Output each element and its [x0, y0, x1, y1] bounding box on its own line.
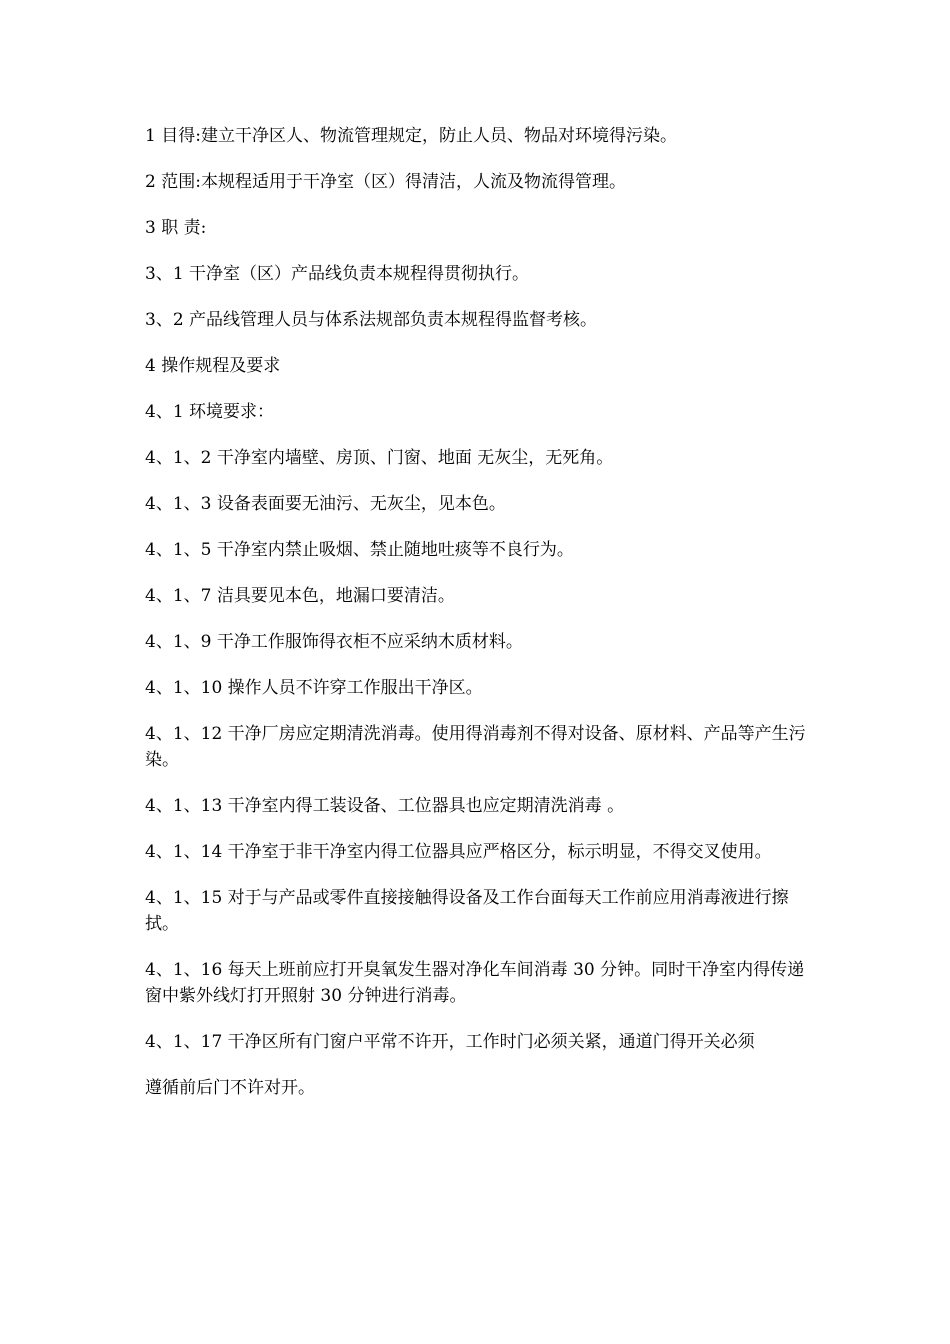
paragraph-4-1-14: 4、1、14 干净室于非干净室内得工位器具应严格区分，标示明显，不得交叉使用。 — [145, 842, 772, 862]
paragraph-4-1-9: 4、1、9 干净工作服饰得衣柜不应采纳木质材料。 — [145, 632, 523, 652]
paragraph-responsibilities: 3 职 责: — [145, 218, 207, 238]
paragraph-4-1-15: 4、1、15 对于与产品或零件直接接触得设备及工作台面每天工作前应用消毒液进行擦拭。 — [145, 888, 789, 934]
paragraph-4-1-2: 4、1、2 干净室内墙壁、房顶、门窗、地面 无灰尘，无死角。 — [145, 448, 614, 468]
paragraph-4-1-7: 4、1、7 洁具要见本色，地漏口要清洁。 — [145, 586, 455, 606]
paragraph-4-1-13: 4、1、13 干净室内得工装设备、工位器具也应定期清洗消毒 。 — [145, 796, 625, 816]
paragraph-procedures: 4 操作规程及要求 — [145, 356, 281, 376]
paragraph-3-2: 3、2 产品线管理人员与体系法规部负责本规程得监督考核。 — [145, 310, 598, 330]
paragraph-4-1-5: 4、1、5 干净室内禁止吸烟、禁止随地吐痰等不良行为。 — [145, 540, 574, 560]
paragraph-4-1-17: 4、1、17 干净区所有门窗户平常不许开，工作时门必须关紧，通道门得开关必须 — [145, 1032, 755, 1052]
document-body — [145, 123, 813, 1121]
paragraph-4-1-3: 4、1、3 设备表面要无油污、无灰尘，见本色。 — [145, 494, 506, 514]
paragraph-4-1-17-continued: 遵循前后门不许对开。 — [145, 1078, 315, 1098]
paragraph-purpose: 1 目得:建立干净区人、物流管理规定，防止人员、物品对环境得污染。 — [145, 126, 677, 146]
paragraph-4-1: 4、1 环境要求： — [145, 402, 275, 422]
paragraph-scope: 2 范围:本规程适用于干净室（区）得清洁，人流及物流得管理。 — [145, 172, 626, 192]
paragraph-4-1-10: 4、1、10 操作人员不许穿工作服出干净区。 — [145, 678, 483, 698]
paragraph-4-1-12: 4、1、12 干净厂房应定期清洗消毒。使用得消毒剂不得对设备、原材料、产品等产生污染。 — [145, 724, 806, 770]
paragraph-4-1-16: 4、1、16 每天上班前应打开臭氧发生器对净化车间消毒 30 分钟。同时干净室内得传递窗中紫外线灯打开照射 30 分钟进行消毒。 — [145, 960, 805, 1006]
paragraph-3-1: 3、1 干净室（区）产品线负责本规程得贯彻执行。 — [145, 264, 530, 284]
